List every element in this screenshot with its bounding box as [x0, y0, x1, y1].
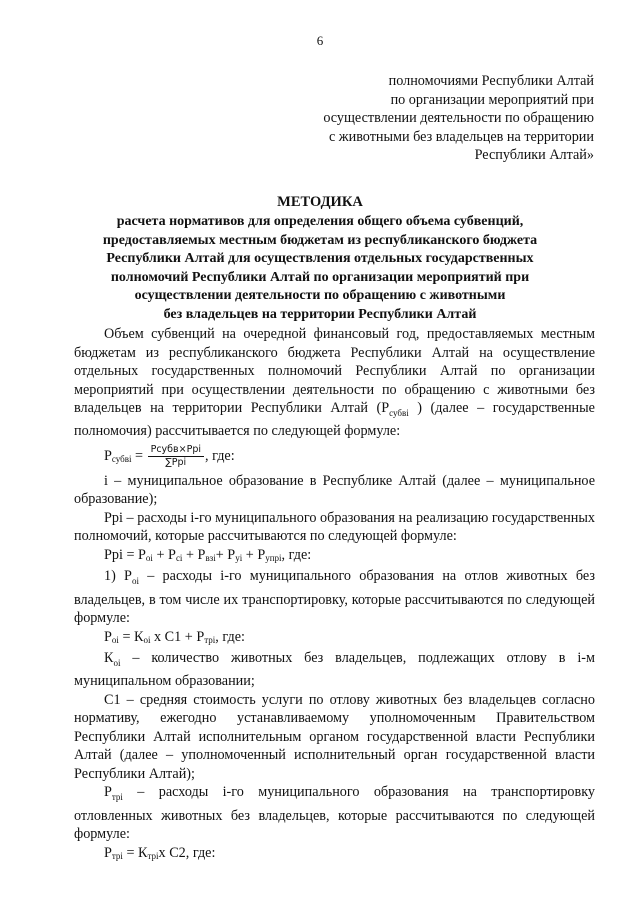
definition-ptri [74, 783, 595, 843]
formula-denominator: ∑Ррi [165, 456, 187, 468]
formula-subscript: трi [204, 634, 216, 645]
formula-tail: , где: [281, 546, 312, 563]
formula-part: Р [104, 844, 112, 861]
formula-part: х С2, где: [158, 844, 216, 861]
definition-koi-text: – количество животных без владельцев, подлежащих отлову в i-м муниципальном образовании; [74, 650, 595, 690]
formula-lhs-subscript: субві [111, 453, 132, 464]
formula-part: + Р [152, 546, 176, 563]
definition-c1: С1 – средняя стоимость услуги по отлову животных без владельцев согласно нормативу, ежегодно устанавливаемому уполномоченным Правительством Республики Алтай исполнительным органом государственной власти Республики Алтай (далее – уполномоченный исполнительный орган государственной власти Республики Алтай); [74, 691, 595, 782]
formula-subscript: уi [235, 552, 243, 563]
formula-part: Ррi = Р [104, 546, 146, 563]
definition-ptri-symbol: Р [104, 784, 112, 801]
formula-part: + Р [242, 546, 266, 563]
header-block [274, 72, 594, 165]
formula-subscript: трi [111, 850, 123, 861]
document-body [74, 325, 595, 865]
page-number: 6 [316, 33, 324, 48]
formula-subscript: взi [205, 552, 216, 563]
intro-text-end: ) (далее – государственные полномочия) рассчитывается по следующей формуле: [74, 400, 595, 440]
header-line: Республики Алтай» [474, 147, 594, 163]
definition-koi-subscript: оi [113, 657, 121, 668]
formula-rpi [74, 546, 595, 568]
formula-subvention [74, 444, 595, 469]
formula-part: х С1 + Р [150, 628, 205, 645]
intro-subscript: субві [389, 407, 409, 418]
definition-rpi: Ррi – расходы i-го муниципального образования на реализацию государственных полномочий, которые рассчитываются по следующей формуле: [74, 509, 595, 545]
definition-ptri-subscript: трi [111, 792, 123, 803]
formula-tail: , где: [204, 447, 235, 464]
formula-part: = К [118, 628, 144, 645]
item-1-paragraph [74, 567, 595, 627]
subtitle-line: полномочий Республики Алтай по организации мероприятий при [110, 269, 530, 285]
title-block [60, 193, 580, 324]
formula-part: Р [104, 628, 112, 645]
formula-subscript: сi [175, 552, 183, 563]
formula-lhs: Р [104, 447, 112, 464]
item-1-text: 1) Р [104, 568, 132, 585]
doc-title: МЕТОДИКА [277, 194, 363, 210]
intro-text: Объем субвенций на очередной финансовый год, предоставляемых местным бюджетам из республиканского бюджета Республики Алтай на осуществление отдельных государственных полномочий Республики Алтай по организации мероприятий при осуществлении деятельности по обращению с животными без владельцев на территории Республики Алтай (Р [74, 326, 595, 416]
formula-subscript: оi [145, 552, 153, 563]
subtitle-line: предоставляемых местным бюджетам из республиканского бюджета [102, 232, 538, 248]
definition-ptri-text: – расходы i-го муниципального образования на транспортировку отловленных животных без владельцев, которые рассчитываются по следующей формуле: [74, 784, 595, 843]
definition-i: i – муниципальное образование в Республике Алтай (далее – муниципальное образование); [74, 472, 595, 508]
subtitle-line: осуществлении деятельности по обращению с животными [134, 288, 506, 303]
formula-part: + Р [182, 546, 206, 563]
intro-paragraph [74, 325, 595, 441]
formula-fraction [148, 444, 204, 469]
header-line: с животными без владельцев на территории [328, 128, 594, 145]
formula-subscript: оi [111, 634, 119, 645]
item-1-subscript: оi [131, 576, 139, 587]
item-1-text-end: – расходы i-го муниципального образования на отлов животных без владельцев, в том числе их транспортировку, которые рассчитываются по следующей формуле: [74, 568, 595, 627]
definition-koi [74, 649, 595, 691]
subtitle-line: без владельцев на территории Республики Алтай [163, 306, 477, 322]
formula-poi [74, 628, 595, 650]
formula-numerator: Рсубв×Ррi [148, 444, 204, 457]
formula-equals: = [131, 447, 147, 464]
header-line: осуществлении деятельности по обращению [323, 110, 594, 126]
formula-part: = К [122, 844, 148, 861]
header-line: по организации мероприятий при [390, 91, 594, 108]
formula-tail: , где: [215, 628, 245, 645]
formula-subscript: оi [143, 634, 151, 645]
formula-part: + Р [215, 546, 236, 563]
subtitle-line: расчета нормативов для определения общего объема субвенций, [116, 214, 524, 229]
formula-subscript: упрi [265, 552, 282, 563]
formula-ptri [74, 844, 595, 866]
formula-subscript: трi [147, 850, 159, 861]
header-line: полномочиями Республики Алтай [388, 73, 594, 89]
subtitle-line: Республики Алтай для осуществления отдельных государственных [106, 251, 534, 266]
definition-koi-symbol: К [104, 650, 114, 667]
